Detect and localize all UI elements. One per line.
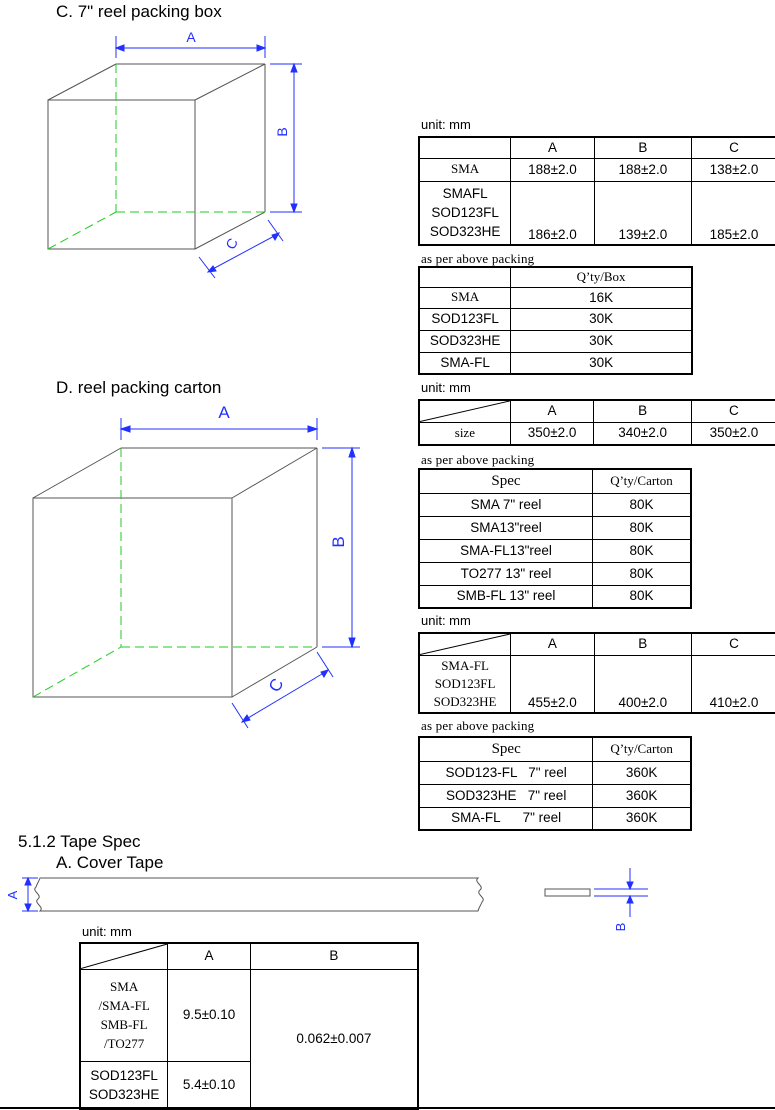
row-name: SMA bbox=[110, 979, 139, 994]
row-spec: SMA-FL13"reel bbox=[419, 539, 593, 562]
row-spec: TO277 13" reel bbox=[419, 562, 593, 585]
row-name: SMA-FL bbox=[441, 657, 489, 673]
diagonal-header-cell bbox=[419, 633, 511, 655]
cell-b: 139±2.0 bbox=[594, 181, 691, 245]
row-spec: SMA 7" reel bbox=[419, 493, 593, 516]
box-qty-table bbox=[418, 266, 693, 375]
cell-qty: 360K bbox=[593, 807, 691, 830]
row-name: SOD323HE bbox=[429, 224, 501, 240]
cell-a: 186±2.0 bbox=[511, 181, 595, 245]
row-name: /SMA-FL bbox=[98, 998, 150, 1013]
carton-dims-table bbox=[418, 399, 775, 446]
header-c: C bbox=[692, 137, 775, 158]
carton-dim-a-label: A bbox=[218, 403, 230, 422]
header-qty: Q’ty/Carton bbox=[593, 469, 692, 493]
cell-c: 350±2.0 bbox=[691, 422, 775, 445]
row-spec: SMA13"reel bbox=[419, 516, 593, 539]
box-dim-c-label: C bbox=[222, 235, 242, 252]
cell-b: 340±2.0 bbox=[594, 422, 691, 445]
row-names bbox=[80, 969, 168, 1061]
row-name: SMA-FL bbox=[419, 352, 511, 374]
diagonal-line bbox=[420, 634, 510, 655]
cell-qty: 30K bbox=[511, 330, 692, 352]
cell-b: 188±2.0 bbox=[594, 158, 691, 181]
cell-qty: 80K bbox=[593, 562, 692, 585]
cell-c: 410±2.0 bbox=[691, 655, 775, 713]
row-spec: SMB-FL 13" reel bbox=[419, 585, 593, 608]
carton2-unit-label: unit: mm bbox=[421, 613, 471, 628]
cell-qty: 30K bbox=[511, 308, 692, 330]
cell-qty: 16K bbox=[511, 287, 692, 308]
header-b: B bbox=[594, 137, 691, 158]
cell-qty: 80K bbox=[593, 516, 692, 539]
row-name: SOD123FL bbox=[419, 308, 511, 330]
header-a: A bbox=[511, 137, 595, 158]
row-names bbox=[419, 181, 511, 245]
row-name: SMA bbox=[419, 287, 511, 308]
carton-unit-label: unit: mm bbox=[421, 380, 471, 395]
cell-a: 9.5±0.10 bbox=[168, 969, 251, 1061]
header-qty: Q’ty/Carton bbox=[593, 737, 691, 761]
box-unit-label: unit: mm bbox=[421, 117, 471, 132]
header-blank bbox=[419, 137, 511, 158]
cell-qty: 80K bbox=[593, 539, 692, 562]
header-c: C bbox=[691, 400, 775, 422]
row-names bbox=[419, 655, 511, 713]
row-spec: SOD123-FL 7" reel bbox=[419, 761, 593, 784]
header-b: B bbox=[594, 633, 691, 655]
cell-qty: 360K bbox=[593, 784, 691, 807]
box-dim-b-label: B bbox=[274, 127, 290, 137]
cell-a: 350±2.0 bbox=[510, 422, 594, 445]
cell-qty: 30K bbox=[511, 352, 692, 374]
row-spec: SOD323HE 7" reel bbox=[419, 784, 593, 807]
cell-b: 0.062±0.007 bbox=[250, 969, 418, 1109]
row-name: SOD323HE bbox=[419, 330, 511, 352]
tape-dim-a-label: A bbox=[5, 890, 20, 900]
diagonal-line bbox=[420, 401, 510, 422]
cell-a: 5.4±0.10 bbox=[168, 1061, 251, 1109]
section-512-title: 5.1.2 Tape Spec bbox=[18, 832, 141, 851]
carton-dim-b-label: B bbox=[329, 536, 348, 548]
row-name: SOD323HE bbox=[88, 1086, 160, 1102]
row-name: SOD123FL bbox=[431, 205, 499, 221]
cell-c: 185±2.0 bbox=[692, 181, 775, 245]
cell-qty: 80K bbox=[593, 493, 692, 516]
section-d-title: D. reel packing carton bbox=[56, 378, 222, 397]
header-spec: Spec bbox=[419, 469, 593, 493]
box-dim-a-label: A bbox=[186, 29, 196, 45]
row-name: /TO277 bbox=[104, 1036, 145, 1051]
cell-qty: 80K bbox=[593, 585, 692, 608]
row-name: SMB-FL bbox=[100, 1017, 148, 1032]
cell-qty: 360K bbox=[593, 761, 691, 784]
header-a: A bbox=[510, 400, 594, 422]
row-name: SMA bbox=[419, 158, 511, 181]
diagonal-line bbox=[81, 944, 167, 969]
header-c: C bbox=[691, 633, 775, 655]
carton-dim-c-label: C bbox=[264, 675, 288, 696]
header-spec: Spec bbox=[419, 737, 593, 761]
diagonal-header-cell bbox=[419, 400, 510, 422]
row-name: SOD123FL bbox=[434, 675, 496, 691]
header-b: B bbox=[594, 400, 691, 422]
box-qty-note: as per above packing bbox=[421, 251, 535, 266]
box-dims-table bbox=[418, 136, 775, 246]
diagonal-header-cell bbox=[80, 943, 168, 969]
cover-tape-title: A. Cover Tape bbox=[56, 853, 164, 872]
cell-a: 188±2.0 bbox=[511, 158, 595, 181]
page-bottom-rule bbox=[0, 1107, 775, 1109]
carton-qty-table bbox=[418, 468, 692, 609]
tape-dim-b-label: B bbox=[613, 922, 628, 932]
carton2-qty-table bbox=[418, 736, 692, 831]
carton2-dims-table bbox=[418, 632, 775, 714]
cell-b: 400±2.0 bbox=[594, 655, 691, 713]
row-name: SOD123FL bbox=[90, 1067, 158, 1083]
row-name: SOD323HE bbox=[433, 693, 497, 709]
row-name: SMAFL bbox=[442, 186, 488, 202]
header-a: A bbox=[511, 633, 595, 655]
header-qty: Q’ty/Box bbox=[511, 267, 692, 287]
carton-qty-note: as per above packing bbox=[421, 452, 535, 467]
carton2-qty-note: as per above packing bbox=[421, 718, 535, 733]
row-names bbox=[80, 1061, 168, 1109]
row-spec: SMA-FL 7" reel bbox=[419, 807, 593, 830]
section-c-title: C. 7" reel packing box bbox=[56, 2, 222, 21]
tape-unit-label: unit: mm bbox=[82, 924, 132, 939]
cell-a: 455±2.0 bbox=[511, 655, 595, 713]
header-blank bbox=[419, 267, 511, 287]
tape-spec-table bbox=[79, 942, 419, 1110]
header-a: A bbox=[168, 943, 251, 969]
row-label-size: size bbox=[419, 422, 510, 445]
header-b: B bbox=[250, 943, 418, 969]
cell-c: 138±2.0 bbox=[692, 158, 775, 181]
